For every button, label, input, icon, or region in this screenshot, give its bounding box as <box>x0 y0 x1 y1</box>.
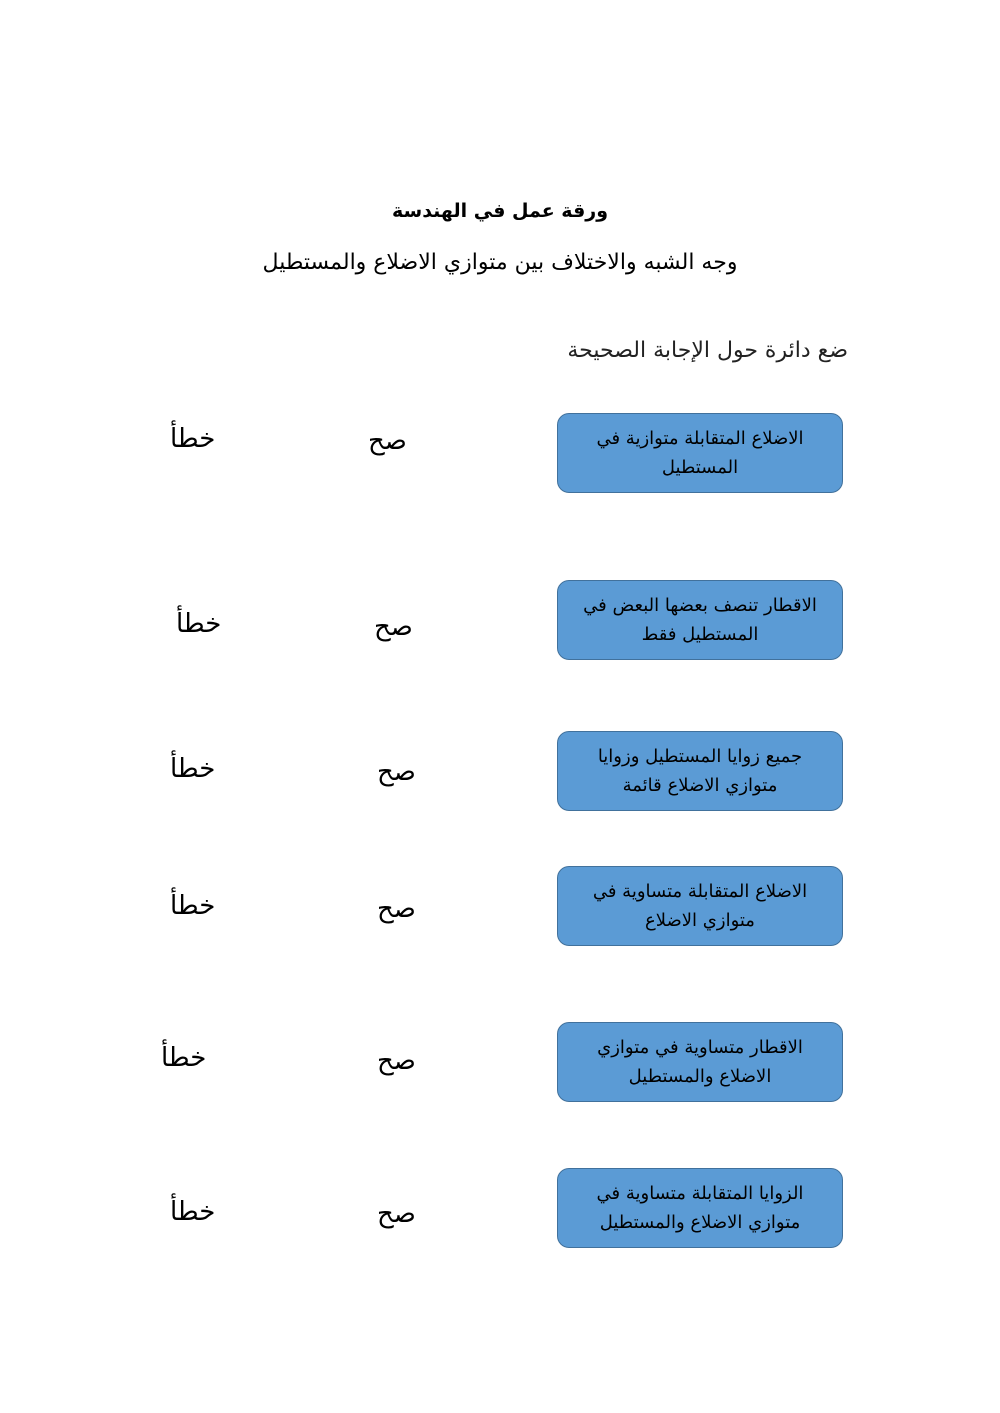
false-option-3[interactable]: خطأ <box>170 754 216 784</box>
true-option-5[interactable]: صح <box>377 1046 416 1076</box>
worksheet-title: ورقة عمل في الهندسة <box>391 200 609 222</box>
true-option-4[interactable]: صح <box>377 894 416 924</box>
instruction-text: ضع دائرة حول الإجابة الصحيحة <box>567 338 848 363</box>
true-option-3[interactable]: صح <box>377 757 416 787</box>
true-option-1[interactable]: صح <box>368 426 407 456</box>
question-box-4: الاضلاع المتقابلة متساوية في متوازي الاضلاع <box>557 866 843 946</box>
false-option-4[interactable]: خطأ <box>170 891 216 921</box>
question-box-1: الاضلاع المتقابلة متوازية في المستطيل <box>557 413 843 493</box>
true-option-6[interactable]: صح <box>377 1199 416 1229</box>
question-box-3: جميع زوايا المستطيل وزوايا متوازي الاضلاع قائمة <box>557 731 843 811</box>
question-box-2: الاقطار تنصف بعضها البعض في المستطيل فقط <box>557 580 843 660</box>
false-option-2[interactable]: خطأ <box>176 609 222 639</box>
true-option-2[interactable]: صح <box>374 612 413 642</box>
false-option-1[interactable]: خطأ <box>170 424 216 454</box>
question-box-6: الزوايا المتقابلة متساوية في متوازي الاضلاع والمستطيل <box>557 1168 843 1248</box>
worksheet-subtitle: وجه الشبه والاختلاف بين متوازي الاضلاع والمستطيل <box>262 250 738 275</box>
question-box-5: الاقطار متساوية في متوازي الاضلاع والمستطيل <box>557 1022 843 1102</box>
false-option-6[interactable]: خطأ <box>170 1197 216 1227</box>
false-option-5[interactable]: خطأ <box>161 1043 207 1073</box>
